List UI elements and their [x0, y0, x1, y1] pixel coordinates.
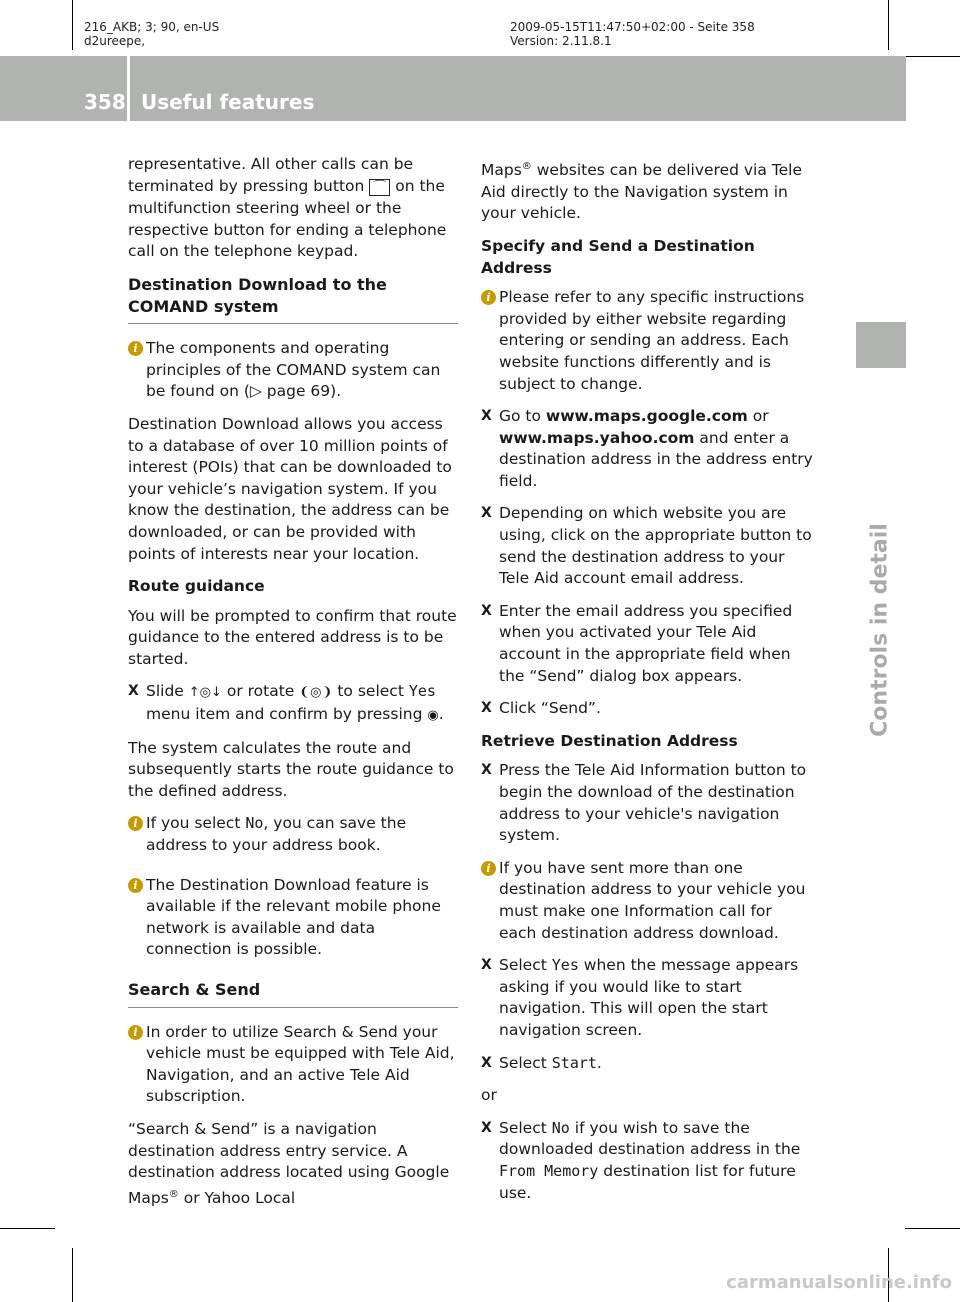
menu-item-text: No: [245, 814, 264, 833]
text: or: [752, 407, 769, 426]
text: , you can save the address to your address book.: [146, 814, 407, 855]
watermark: carmanualsonline.info: [726, 1272, 952, 1293]
step-marker-icon: X: [481, 1119, 492, 1136]
step-item: [481, 1118, 813, 1204]
text: websites can be delivered via Tele Aid directly to the Navigation system in your vehicle.: [481, 161, 803, 223]
paragraph: [481, 156, 813, 225]
crop-mark: [905, 1228, 960, 1229]
text: If you select: [146, 814, 241, 833]
info-icon: i: [128, 816, 143, 831]
text: and enter a destination address in the address entry field.: [499, 428, 813, 490]
text: Select: [499, 956, 547, 975]
step-marker-icon: X: [481, 1054, 492, 1071]
text: on the multifunction steering wheel or the respective button for ending a telephone call on the telephone keypad.: [128, 176, 447, 261]
text: or Yahoo Local: [183, 1188, 296, 1207]
step-marker-icon: X: [481, 408, 492, 425]
info-note: [128, 1022, 458, 1108]
end-call-icon: ⌒: [369, 179, 390, 196]
header-bar: [0, 56, 906, 121]
text: Select: [499, 1053, 547, 1072]
info-icon: i: [128, 341, 143, 356]
text: or rotate: [226, 682, 295, 701]
step-marker-icon: X: [128, 683, 139, 700]
controller-slide-icon: ↑◎↓: [188, 685, 222, 701]
text: to select: [337, 682, 404, 701]
info-icon: i: [128, 878, 143, 893]
menu-item-text: Yes: [408, 682, 436, 701]
crop-mark: [72, 1248, 73, 1302]
info-note: [481, 858, 813, 944]
step-marker-icon: X: [481, 602, 492, 619]
print-meta-left: [84, 20, 219, 48]
step-item: [481, 406, 813, 492]
section-title: Useful features: [141, 90, 315, 114]
step-marker-icon: X: [481, 957, 492, 974]
heading-specify-send: Specify and Send a Destination Address: [481, 236, 755, 277]
heading-search-send: Search & Send: [128, 979, 458, 1008]
heading-destination-download: Destination Download to the COMAND system: [128, 274, 458, 324]
sidebar-tab: [856, 322, 906, 368]
text: menu item and confirm by pressing: [146, 705, 423, 724]
text: Slide: [146, 682, 184, 701]
text: .: [438, 705, 444, 724]
paragraph: The system calculates the route and subsequently starts the route guidance to the defined address.: [128, 738, 454, 800]
step-item: [481, 503, 813, 589]
info-note: [128, 338, 458, 403]
meta-line: 216_AKB; 3; 90, en-US: [84, 20, 220, 34]
info-icon: i: [128, 1025, 143, 1040]
page-number: 358: [84, 90, 126, 114]
url-text: www.maps.google.com: [545, 407, 748, 426]
crop-mark: [0, 1228, 55, 1229]
info-note: [128, 875, 458, 961]
menu-item-text: Start: [551, 1053, 597, 1072]
text: Please refer to any specific instructions provided by either website regarding entering or sending an address. Each website functions differently and is subject to change.: [499, 288, 805, 393]
url-text: www.maps.yahoo.com: [499, 428, 695, 447]
text: destination list for future use.: [499, 1161, 796, 1202]
info-icon: i: [481, 861, 496, 876]
registered-mark: ®: [521, 161, 532, 172]
crop-mark: [905, 56, 960, 57]
left-column: [128, 154, 458, 1221]
meta-line: 2009-05-15T11:47:50+02:00 - Seite 358: [510, 20, 755, 34]
heading-retrieve: Retrieve Destination Address: [481, 731, 738, 750]
info-note: [128, 813, 458, 856]
heading-route-guidance: Route guidance: [128, 577, 265, 596]
text: Depending on which website you are using, click on the appropriate button to send the destination address to your Tele Aid account email address.: [499, 504, 812, 588]
registered-mark: ®: [168, 1188, 179, 1200]
paragraph: Destination Download allows you access to a database of over 10 million points of interest (POIs) that can be downloaded to your vehicle’s navigation system. If you know the destination, the address can be downloaded, or can be provided with points of interests near your location.: [128, 414, 452, 563]
step-item: [128, 681, 458, 726]
text: representative. All other calls can be terminated by pressing button: [128, 155, 414, 195]
text: Click “Send”.: [499, 699, 601, 718]
text: The Destination Download feature is available if the relevant mobile phone network is available and data connection is possible.: [146, 875, 441, 959]
paragraph: [128, 1119, 458, 1210]
text: Go to: [499, 407, 541, 426]
text: when the message appears asking if you would like to start navigation. This will open the start navigation screen.: [499, 956, 799, 1039]
paragraph: [128, 154, 458, 263]
menu-item-text: From Memory: [499, 1161, 599, 1180]
step-item: [481, 955, 813, 1041]
menu-item-text: Yes: [551, 956, 579, 975]
paragraph-or: or: [481, 1086, 497, 1105]
text: Enter the email address you specified when you activated your Tele Aid account in the appropriate field when the “Send” dialog box appears.: [499, 601, 793, 685]
step-item: [481, 1053, 813, 1075]
info-note: [481, 287, 813, 395]
step-marker-icon: X: [481, 505, 492, 522]
header-divider: [127, 56, 130, 121]
sidebar-label: Controls in detail: [867, 523, 893, 737]
right-column: [481, 156, 813, 1215]
text: .: [596, 1053, 602, 1072]
crop-mark: [888, 0, 889, 50]
meta-line: Version: 2.11.8.1: [510, 34, 612, 48]
menu-item-text: No: [551, 1118, 570, 1137]
step-marker-icon: X: [481, 700, 492, 717]
info-icon: i: [481, 290, 496, 305]
text: Select: [499, 1118, 547, 1137]
print-meta-right: [510, 20, 755, 48]
step-marker-icon: X: [481, 762, 492, 779]
meta-line: d2ureepe,: [84, 34, 146, 48]
text: If you have sent more than one destination address to your vehicle you must make one Information call for each destination address download.: [499, 858, 806, 942]
text: Maps: [481, 161, 522, 180]
paragraph: You will be prompted to confirm that route guidance to the entered address is to be started.: [128, 606, 457, 668]
step-item: [481, 601, 813, 687]
controller-rotate-icon: ❨◎❩: [299, 685, 333, 701]
text: The components and operating principles of the COMAND system can be found on (▷ page 69).: [146, 339, 441, 401]
text: In order to utilize Search & Send your vehicle must be equipped with Tele Aid, Navigation, and an active Tele Aid subscription.: [146, 1022, 455, 1106]
text: if you wish to save the downloaded destination address in the: [499, 1118, 801, 1159]
text: Press the Tele Aid Information button to begin the download of the destination address to your vehicle's navigation system.: [499, 761, 807, 845]
controller-press-icon: ◉: [427, 708, 439, 724]
text: “Search & Send” is a navigation destination address entry service. A destination address located using Google Maps: [128, 1119, 450, 1207]
step-item: [481, 760, 813, 846]
crop-mark: [72, 0, 73, 50]
step-item: [481, 698, 813, 720]
